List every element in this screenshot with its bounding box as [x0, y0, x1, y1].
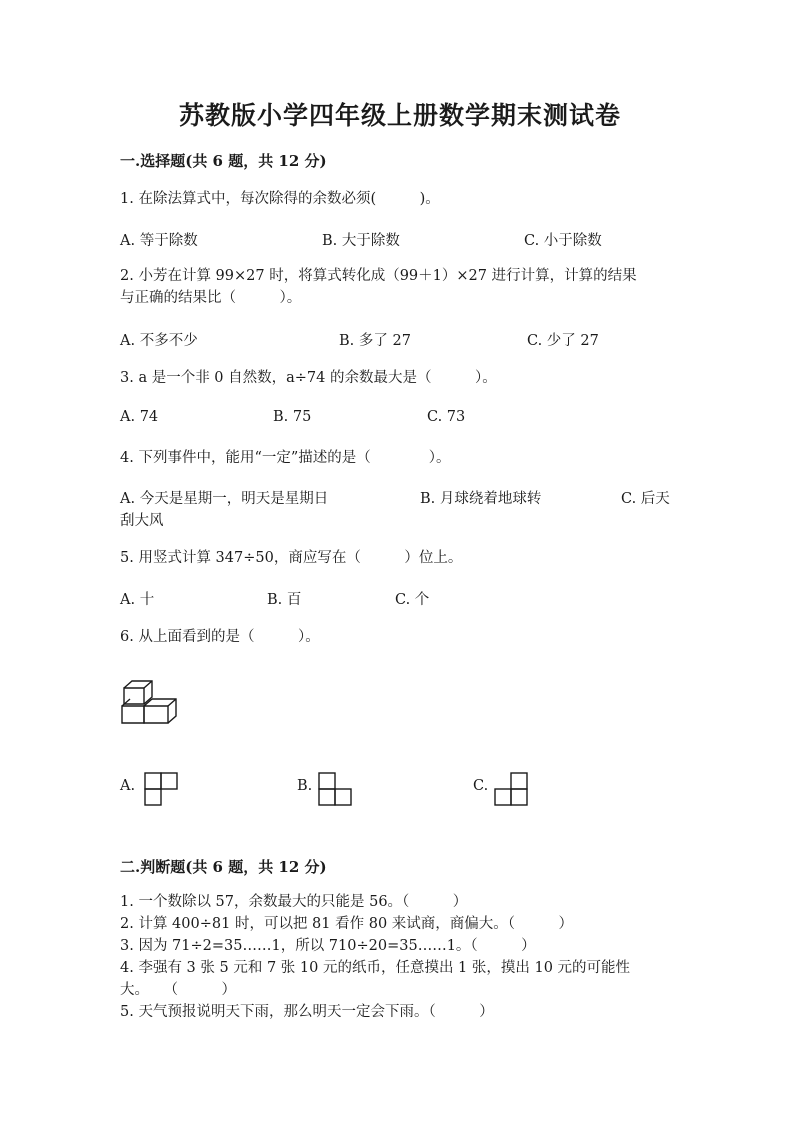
- question-2-stem-line-2: 与正确的结果比（ ）。: [120, 290, 302, 306]
- section-2-heading: 二.判断题(共 6 题，共 12 分): [120, 858, 327, 876]
- option-c-shape-icon: [494, 772, 530, 808]
- question-2-option-a: A. 不多不少: [120, 333, 198, 349]
- question-6-stem: 6. 从上面看到的是（ ）。: [120, 629, 320, 645]
- question-6-option-a: A.: [120, 778, 136, 794]
- question-3-option-a: A. 74: [120, 409, 159, 425]
- judge-item-4-continued: 大。 （ ）: [120, 982, 236, 998]
- question-1-option-b: B. 大于除数: [322, 233, 400, 249]
- question-1-option-c: C. 小于除数: [524, 233, 602, 249]
- question-4-option-b: B. 月球绕着地球转: [420, 491, 542, 507]
- cube-stack-figure: [120, 678, 182, 726]
- question-5-option-b: B. 百: [267, 592, 302, 608]
- question-3-stem: 3. a 是一个非 0 自然数，a÷74 的余数最大是（ ）。: [120, 370, 497, 386]
- question-4-option-c: C. 后天: [621, 491, 670, 507]
- question-1-stem: 1. 在除法算式中，每次除得的余数必须( )。: [120, 191, 440, 207]
- option-b-shape-icon: [318, 772, 354, 808]
- question-3-option-c: C. 73: [427, 409, 466, 425]
- page-title: 苏教版小学四年级上册数学期末测试卷: [178, 101, 621, 130]
- question-6-option-b: B.: [297, 778, 313, 794]
- question-5-stem: 5. 用竖式计算 347÷50，商应写在（ ）位上。: [120, 550, 463, 566]
- question-5-option-c: C. 个: [395, 592, 430, 608]
- question-5-option-a: A. 十: [120, 592, 155, 608]
- question-2-option-c: C. 少了 27: [527, 333, 599, 349]
- judge-item-4: 4. 李强有 3 张 5 元和 7 张 10 元的纸币，任意摸出 1 张，摸出 10 元的可能性: [120, 960, 631, 976]
- judge-item-5: 5. 天气预报说明天下雨，那么明天一定会下雨。（ ）: [120, 1004, 494, 1020]
- question-3-option-b: B. 75: [273, 409, 312, 425]
- judge-item-1: 1. 一个数除以 57，余数最大的只能是 56。（ ）: [120, 894, 468, 910]
- judge-item-2: 2. 计算 400÷81 时，可以把 81 看作 80 来试商，商偏大。（ ）: [120, 916, 574, 932]
- question-2-stem-line-1: 2. 小芳在计算 99×27 时，将算式转化成（99＋1）×27 进行计算，计算的结果: [120, 268, 637, 284]
- question-4-stem: 4. 下列事件中，能用“一定”描述的是（ ）。: [120, 450, 451, 466]
- section-1-heading: 一.选择题(共 6 题，共 12 分): [120, 152, 327, 170]
- question-4-option-a: A. 今天是星期一，明天是星期日: [120, 491, 329, 507]
- judge-item-3: 3. 因为 71÷2=35……1，所以 710÷20=35……1。（ ）: [120, 938, 536, 954]
- question-6-option-c: C.: [473, 778, 489, 794]
- option-a-shape-icon: [144, 772, 180, 808]
- question-4-option-c-continued: 刮大风: [120, 513, 164, 529]
- question-2-option-b: B. 多了 27: [339, 333, 411, 349]
- question-1-option-a: A. 等于除数: [120, 233, 198, 249]
